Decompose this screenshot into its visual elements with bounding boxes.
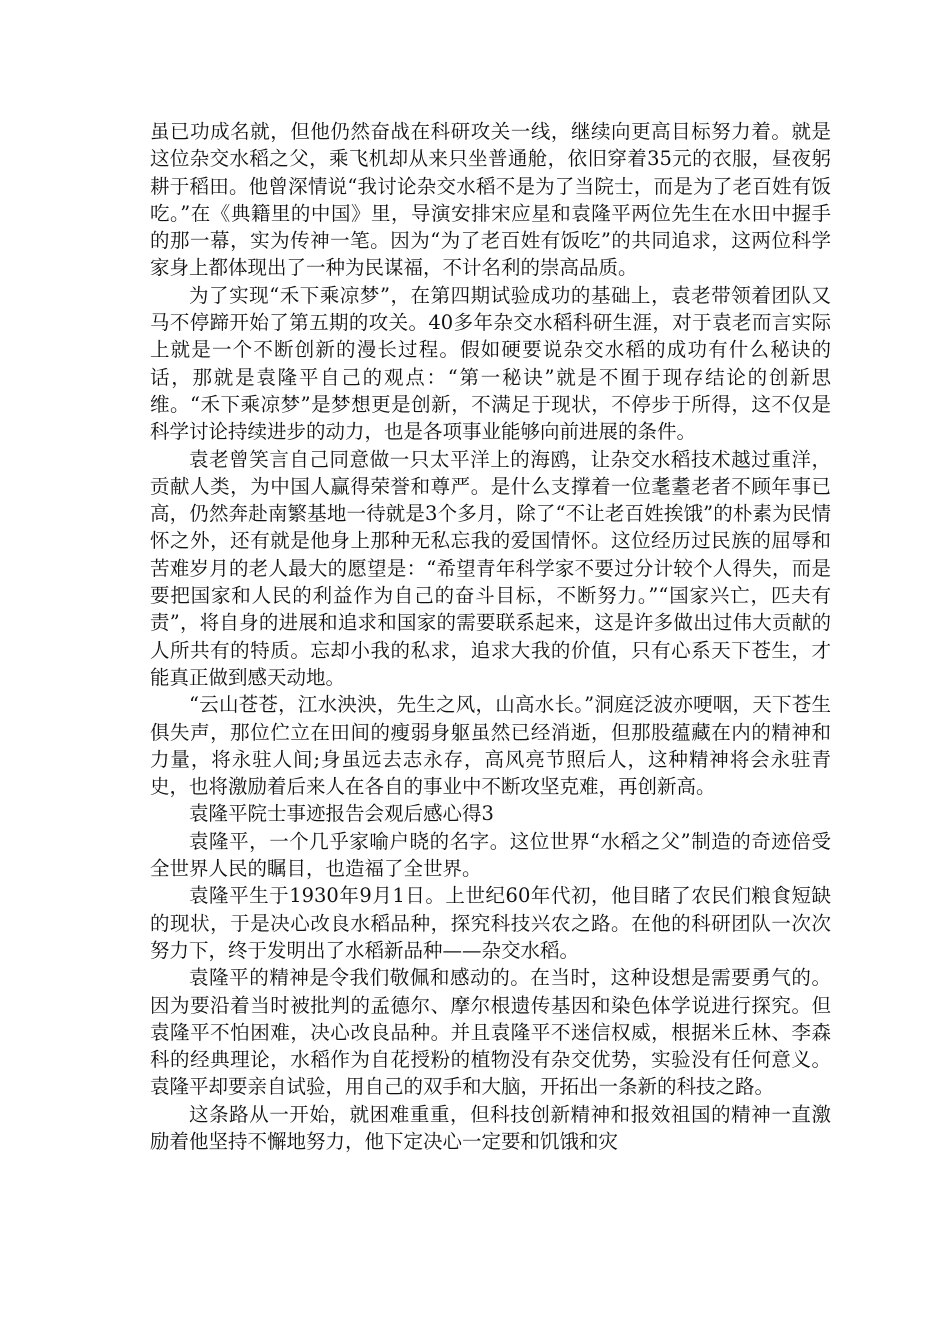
body-paragraph: 虽已功成名就，但他仍然奋战在科研攻关一线，继续向更高目标努力着。就是这位杂交水稻之父，乘飞机却从来只坐普通舱，依旧穿着35元的衣服，昼夜躬耕于稻田。他曾深情说“我讨论杂交水稻不是为了当院士，而是为了老百姓有饭吃。”在《典籍里的中国》里，导演安排宋应星和袁隆平两位先生在水田中握手的那一幕，实为传神一笔。因为“为了老百姓有饭吃”的共同追求，这两位科学家身上都体现出了一种为民谋福，不计名利的崇高品质。 bbox=[150, 120, 831, 280]
body-paragraph: 为了实现“禾下乘凉梦”，在第四期试验成功的基础上，袁老带领着团队又马不停蹄开始了第五期的攻关。40多年杂交水稻科研生涯，对于袁老而言实际上就是一个不断创新的漫长过程。假如硬要说杂交水稻的成功有什么秘诀的话，那就是袁隆平自己的观点：“第一秘诀”就是不囿于现存结论的创新思维。“禾下乘凉梦”是梦想更是创新，不满足于现状，不停步于所得，这不仅是科学讨论持续进步的动力，也是各项事业能够向前进展的条件。 bbox=[150, 283, 831, 444]
body-paragraph: 袁隆平生于1930年9月1日。上世纪60年代初，他目睹了农民们粮食短缺的现状，于是决心改良水稻品种，探究科技兴农之路。在他的科研团队一次次努力下，终于发明出了水稻新品种——杂交水稻。 bbox=[150, 884, 831, 962]
document-page bbox=[150, 118, 831, 1155]
section-heading: 袁隆平院士事迹报告会观后感心得3 bbox=[189, 802, 494, 826]
body-paragraph: 袁老曾笑言自己同意做一只太平洋上的海鸥，让杂交水稻技术越过重洋，贡献人类，为中国人赢得荣誉和尊严。是什么支撑着一位耄耋老者不顾年事已高，仍然奔赴南繁基地一待就是3个多月，除了“不让老百姓挨饿”的朴素为民情怀之外，还有就是他身上那种无私忘我的爱国情怀。这位经历过民族的屈辱和苦难岁月的老人最大的愿望是：“希望青年科学家不要过分计较个人得失，而是要把国家和人民的利益作为自己的奋斗目标，不断努力。”“国家兴亡，匹夫有责”，将自身的进展和追求和国家的需要联系起来，这是许多做出过伟大贡献的人所共有的特质。忘却小我的私求，追求大我的价值，只有心系天下苍生，才能真正做到感天动地。 bbox=[150, 447, 831, 689]
body-paragraph: 这条路从一开始，就困难重重，但科技创新精神和报效祖国的精神一直激励着他坚持不懈地努力，他下定决心一定要和饥饿和灾 bbox=[150, 1102, 831, 1153]
body-paragraph: “云山苍苍，江水泱泱，先生之风，山高水长。”洞庭泛波亦哽咽，天下苍生俱失声，那位伫立在田间的瘦弱身躯虽然已经消逝，但那股蕴藏在内的精神和力量，将永驻人间;身虽远去志永存，高风亮节照后人，这种精神将会永驻青史，也将激励着后来人在各自的事业中不断攻坚克难，再创新高。 bbox=[150, 693, 831, 799]
body-paragraph: 袁隆平，一个几乎家喻户晓的名字。这位世界“水稻之父”制造的奇迹倍受全世界人民的瞩目，也造福了全世界。 bbox=[150, 829, 831, 881]
body-paragraph: 袁隆平的精神是令我们敬佩和感动的。在当时，这种设想是需要勇气的。因为要沿着当时被批判的孟德尔、摩尔根遗传基因和染色体学说进行探究。但袁隆平不怕困难，决心改良品种。并且袁隆平不迷信权威，根据米丘林、李森科的经典理论，水稻作为自花授粉的植物没有杂交优势，实验没有任何意义。袁隆平却要亲自试验，用自己的双手和大脑，开拓出一条新的科技之路。 bbox=[150, 966, 831, 1099]
